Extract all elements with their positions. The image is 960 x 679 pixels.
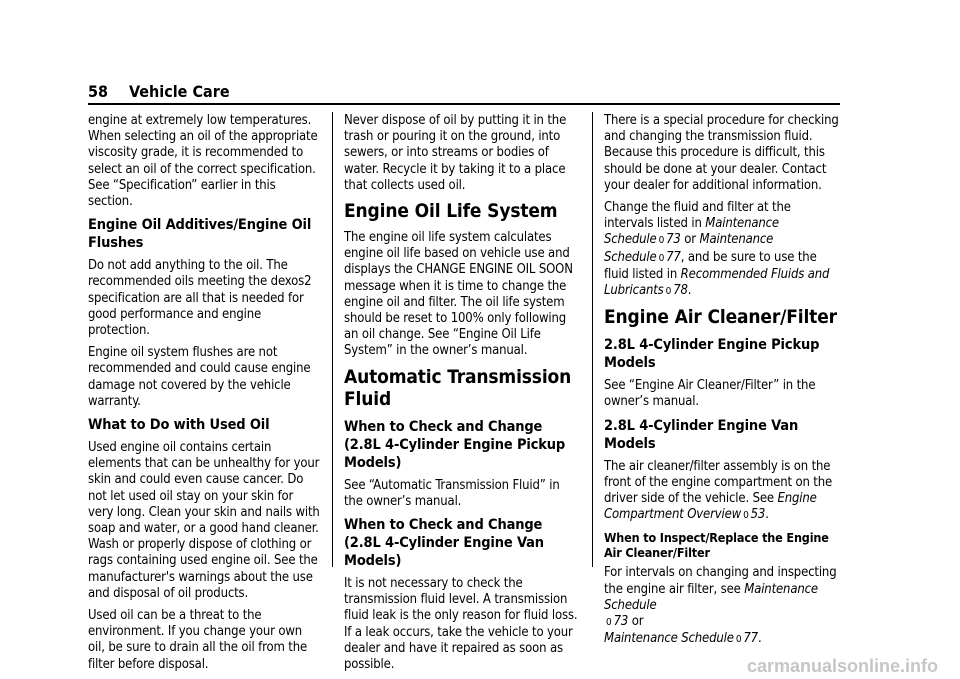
paragraph: Used oil can be a threat to the environment. If you change your own oil, be sure to drain all the oil from the filter before disposal.	[88, 608, 308, 672]
link-maintenance-schedule[interactable]: Maintenance Schedule	[604, 232, 774, 265]
heading-inspect-replace: When to Inspect/Replace the Engine Air Cleaner/Filter	[604, 530, 829, 561]
page-ref[interactable]: 73	[613, 614, 629, 630]
footer	[0, 648, 960, 678]
text: or	[680, 232, 700, 248]
text: .	[687, 283, 692, 299]
watermark: carmanualsonline.info	[746, 656, 938, 676]
text: .	[757, 631, 762, 647]
link-maintenance-schedule[interactable]: Maintenance Schedule	[604, 581, 818, 613]
paragraph: It is not necessary to check the transmission fluid level. A transmission fluid leak is the only reason for fluid loss. If a leak occurs, take the vehicle to your dealer and have it repaired as soon as possible.	[344, 576, 578, 673]
paragraph	[604, 200, 840, 300]
paragraph: engine at extremely low temperatures. When selecting an oil of the appropriate viscosity grade, it is recommended to select an oil of the correct specification. See “Specification” earlier in this section.	[88, 113, 318, 210]
link-recommended-fluids[interactable]: Recommended Fluids and Lubricants	[604, 266, 830, 299]
column-3	[604, 113, 840, 654]
heading-oil-additives: Engine Oil Additives/Engine Oil Flushes	[88, 217, 312, 252]
link-engine-compartment[interactable]: Engine Compartment Overview	[604, 491, 817, 523]
column-divider-1	[332, 112, 333, 567]
heading-used-oil: What to Do with Used Oil	[88, 417, 270, 434]
page-ref[interactable]: 73	[666, 232, 681, 248]
heading-air-pickup: 2.8L 4-Cylinder Engine Pickup Models	[604, 337, 820, 372]
paragraph: The engine oil life system calculates engine oil life based on vehicle use and displays the CHANGE ENGINE OIL SOON message when it is time to change the engine oil and filter. The oil life system should be reset to 100% only following an oil change. See “Engine Oil Life System” in the owner’s manual.	[344, 230, 573, 359]
column-2	[344, 113, 578, 679]
heading-check-van: When to Check and Change (2.8L 4-Cylinder Engine Van Models)	[344, 517, 544, 570]
paragraph: Do not add anything to the oil. The recommended oils meeting the dexos2 specification are all that is needed for good performance and engine protection.	[88, 258, 312, 339]
column-1	[88, 113, 320, 679]
text: , and be sure to use the fluid listed in	[604, 249, 817, 282]
page-ref[interactable]: 77	[666, 249, 681, 265]
paragraph	[604, 565, 840, 648]
paragraph: There is a special procedure for checking and changing the transmission fluid. Because this procedure is difficult, this should be done at your dealer. Contact your dealer for additional information.	[604, 113, 839, 193]
paragraph: Never dispose of oil by putting it in the trash or pouring it on the ground, into sewers, or into streams or bodies of water. Recycle it by taking it to a place that collects used oil.	[344, 113, 567, 193]
paragraph: See “Engine Air Cleaner/Filter” in the owner’s manual.	[604, 378, 816, 410]
page-header	[88, 82, 840, 104]
arrow-icon: 0	[735, 634, 742, 646]
section-title: Vehicle Care	[129, 82, 230, 101]
header-divider	[88, 103, 840, 105]
link-maintenance-schedule[interactable]: Maintenance Schedule	[604, 216, 779, 248]
text: For intervals on changing and inspecting the engine air filter, see	[604, 565, 837, 597]
heading-automatic-transmission-fluid: Automatic Transmission Fluid	[344, 365, 572, 410]
arrow-icon: 0	[658, 235, 665, 247]
paragraph	[604, 459, 840, 525]
heading-air-cleaner: Engine Air Cleaner/Filter	[604, 306, 837, 329]
paragraph: Used engine oil contains certain elements that can be unhealthy for your skin and could even cause cancer. Do not let used oil stay on your skin for very long. Clean your skin and nails with soap and water, or a good hand cleaner. Wash or properly dispose of clothing or rags containing used engine oil. See the manufacturer's warnings about the use and disposal of oil products.	[88, 440, 320, 601]
text: .	[765, 507, 769, 523]
paragraph: See “Automatic Transmission Fluid” in the owner’s manual.	[344, 477, 560, 509]
arrow-icon: 0	[665, 286, 672, 298]
arrow-icon: 0	[743, 510, 749, 522]
heading-check-pickup: When to Check and Change (2.8L 4-Cylinder Engine Pickup Models)	[344, 418, 566, 471]
page-ref[interactable]: 77	[743, 631, 758, 647]
page-ref[interactable]: 53	[750, 507, 766, 523]
text: or	[628, 614, 644, 630]
arrow-icon: 0	[658, 252, 665, 264]
page-number: 58	[88, 82, 109, 101]
column-divider-2	[592, 112, 593, 567]
text: Change the fluid and filter at the intervals listed in	[604, 200, 791, 232]
page-ref[interactable]: 78	[673, 283, 688, 299]
text: The air cleaner/filter assembly is on the front of the engine compartment on the driver side of the vehicle. See	[604, 458, 833, 507]
arrow-icon: 0	[606, 617, 612, 629]
heading-air-van: 2.8L 4-Cylinder Engine Van Models	[604, 417, 799, 452]
heading-oil-life-system: Engine Oil Life System	[344, 200, 558, 223]
paragraph: Engine oil system flushes are not recommended and could cause engine damage not covered by the vehicle warranty.	[88, 345, 311, 409]
link-maintenance-schedule[interactable]: Maintenance Schedule	[604, 631, 734, 647]
